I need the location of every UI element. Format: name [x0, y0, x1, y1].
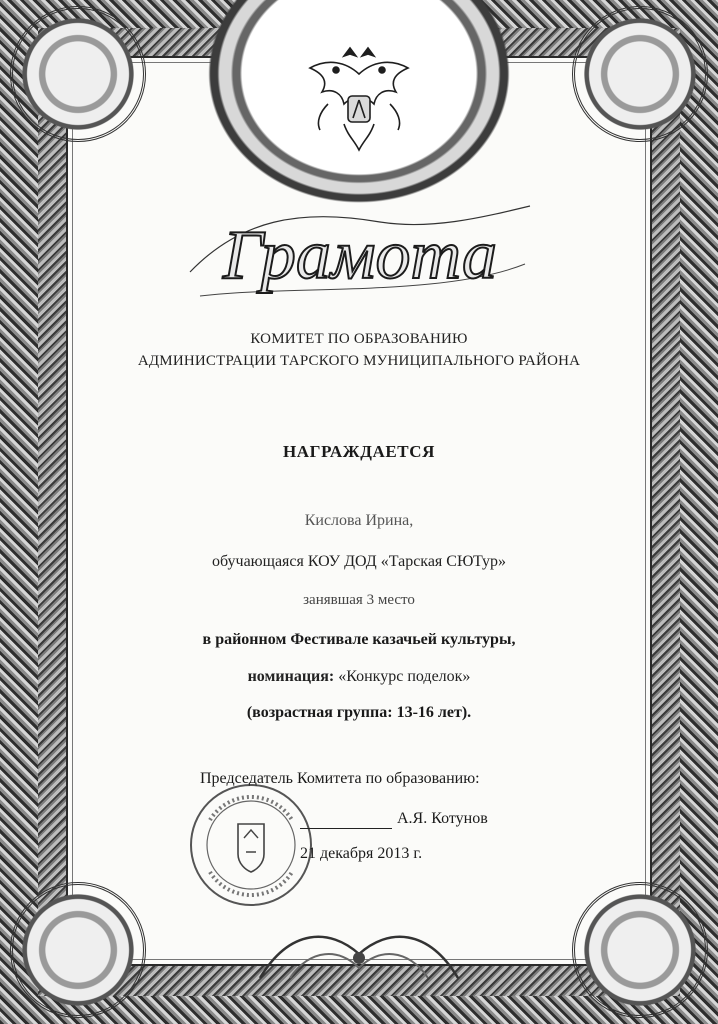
double-headed-eagle-icon	[298, 44, 420, 156]
certificate-title-text: Грамота	[223, 217, 497, 294]
issuing-organization	[90, 328, 628, 372]
signature-line	[300, 828, 392, 829]
bottom-ornament	[250, 918, 468, 988]
corner-ornament-bottom-right	[572, 882, 708, 1018]
organization-line-2: АДМИНИСТРАЦИИ ТАРСКОГО МУНИЦИПАЛЬНОГО РАЙОНА	[137, 353, 581, 369]
nomination-value: «Конкурс поделок»	[338, 668, 471, 685]
round-stamp-icon	[186, 780, 316, 910]
corner-ornament-top-left	[10, 6, 146, 142]
recipient-school: обучающаяся КОУ ДОД «Тарская СЮТур»	[212, 553, 506, 570]
corner-ornament-bottom-left	[10, 882, 146, 1018]
chair-title: Председатель Комитета по образованию:	[200, 770, 480, 787]
age-group-line: (возрастная группа: 13-16 лет).	[246, 704, 472, 721]
nomination-line	[90, 668, 628, 686]
corner-ornament-top-right	[572, 6, 708, 142]
recipient-name: Кислова Ирина,	[304, 512, 414, 529]
signatory-name: А.Я. Котунов	[397, 810, 488, 827]
issue-date: 21 декабря 2013 г.	[300, 845, 423, 862]
organization-line-1: КОМИТЕТ ПО ОБРАЗОВАНИЮ	[250, 331, 468, 347]
certificate-title	[180, 200, 540, 310]
place-line: занявшая 3 место	[303, 592, 415, 608]
awarded-heading: НАГРАЖДАЕТСЯ	[282, 442, 435, 461]
festival-line: в районном Фестивале казачьей культуры,	[202, 631, 516, 648]
nomination-prefix: номинация:	[247, 668, 335, 685]
